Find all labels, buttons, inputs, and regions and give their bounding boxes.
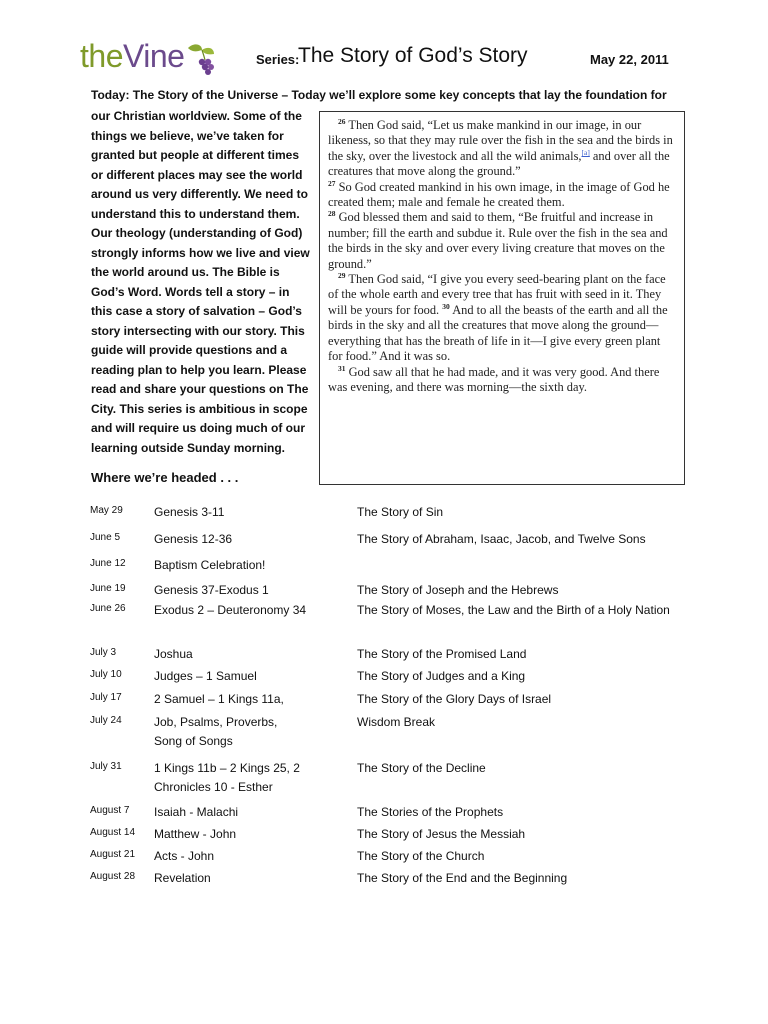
verse-text: and over all the creatures that move along the ground.”: [328, 148, 670, 179]
intro-first-line: Today: The Story of the Universe – Today we’ll explore some key concepts that lay the foundation for: [91, 88, 667, 102]
schedule-story: The Story of Moses, the Law and the Birth of a Holy Nation: [357, 603, 670, 617]
schedule-story: The Story of the Decline: [357, 761, 486, 775]
schedule-story: The Story of the Promised Land: [357, 647, 527, 661]
schedule-story: Wisdom Break: [357, 715, 436, 729]
schedule-date: August 28: [90, 871, 136, 882]
document-date: May 22, 2011: [590, 52, 669, 67]
schedule-book: Genesis 3-11: [154, 505, 225, 519]
schedule-date: August 21: [90, 849, 136, 860]
schedule-story: The Stories of the Prophets: [357, 805, 504, 819]
verse-number: 28: [328, 209, 336, 219]
intro-body: our Christian worldview. Some of the things we believe, we’ve taken for granted but people at different times or different places may see the world around us very differently. We need to understand this to understand them. Our theology (understanding of God) strongly informs how we live and view the world around us. The Bible is God’s Word. Words tell a story – in this case a story of salvation – God’s story intersecting with our story. This guide will provide questions and a reading plan to help you learn. Please read and share your questions on The City. This series is ambitious in scope and will require us doing much of our learning outside Sunday morning.: [91, 109, 310, 455]
schedule-story: The Story of Judges and a King: [357, 669, 526, 683]
schedule-date: July 31: [90, 761, 122, 772]
schedule-story: The Story of Abraham, Isaac, Jacob, and Twelve Sons: [357, 532, 646, 546]
schedule-book: Matthew - John: [154, 827, 237, 841]
schedule-date: May 29: [90, 505, 123, 516]
verse-26: [328, 118, 676, 180]
schedule-book: Isaiah - Malachi: [154, 805, 239, 819]
schedule-book: Revelation: [154, 871, 211, 885]
logo: [80, 36, 222, 84]
verse-29: [328, 272, 676, 364]
schedule-book: 2 Samuel – 1 Kings 11a,: [154, 692, 284, 706]
verse-number: 27: [328, 178, 336, 188]
verse-31: [328, 365, 676, 396]
scripture-box: [319, 111, 685, 485]
schedule-date: June 5: [90, 532, 121, 543]
schedule-story: The Story of the Church: [357, 849, 485, 863]
schedule-date: July 3: [90, 647, 117, 658]
schedule-date: August 7: [90, 805, 130, 816]
schedule-heading: Where we’re headed . . .: [91, 470, 239, 485]
verse-text: God blessed them and said to them, “Be fruitful and increase in number; fill the earth and subdue it. Rule over the fish in the sea and the birds in the sky and over every living creature that moves on the ground.”: [328, 210, 668, 271]
verse-text: So God created mankind in his own image, in the image of God he created them; male and female he created them.: [328, 179, 670, 210]
schedule-date: June 12: [90, 558, 126, 569]
schedule-book: Genesis 37-Exodus 1: [154, 583, 269, 597]
schedule-date: August 14: [90, 827, 136, 838]
verse-number: 31: [338, 363, 346, 373]
schedule-story: The Story of Sin: [357, 505, 444, 519]
schedule-date: July 24: [90, 715, 122, 726]
verse-text: And to all the beasts of the earth and all the birds in the sky and all the creatures that move along the ground—everything that has the breath of life in it—I give every green plant for food.” And it was so.: [328, 302, 668, 364]
logo-text: theVine: [80, 38, 185, 74]
verse-text: God saw all that he had made, and it was very good. And there was evening, and there was morning—the sixth day.: [328, 364, 660, 394]
verse-number: 26: [338, 116, 346, 126]
footnote-link[interactable]: [a]: [581, 147, 590, 157]
schedule-book: Exodus 2 – Deuteronomy 34: [154, 603, 307, 617]
schedule-book: Joshua: [154, 647, 193, 661]
verse-27: [328, 180, 676, 211]
schedule-date: July 10: [90, 669, 122, 680]
verse-number: 30: [442, 301, 450, 311]
schedule-story: The Story of Joseph and the Hebrews: [357, 583, 559, 597]
schedule-date: June 26: [90, 603, 126, 614]
grape-leaf-icon: [180, 40, 222, 80]
schedule-story: The Story of Jesus the Messiah: [357, 827, 526, 841]
schedule-story: The Story of the End and the Beginning: [357, 871, 568, 885]
series-label: Series:: [256, 52, 300, 67]
series-title: The Story of God’s Story: [298, 44, 528, 67]
schedule-book: Genesis 12-36: [154, 532, 233, 546]
schedule-book: Job, Psalms, Proverbs, Song of Songs: [154, 715, 278, 748]
schedule-story: The Story of the Glory Days of Israel: [357, 692, 552, 706]
verse-number: 29: [338, 270, 346, 280]
verse-text: Then God said, “I give you every seed-bearing plant on the face of the whole earth and every tree that has fruit with seed in it. They will be yours for food.: [328, 272, 666, 317]
schedule-book: Acts - John: [154, 849, 215, 863]
schedule-date: June 19: [90, 583, 126, 594]
schedule-book: 1 Kings 11b – 2 Kings 25, 2 Chronicles 10 - Esther: [154, 761, 300, 794]
schedule-book: Judges – 1 Samuel: [154, 669, 257, 683]
schedule-book: Baptism Celebration!: [154, 558, 266, 572]
verse-28: [328, 210, 676, 272]
verse-text: Then God said, “Let us make mankind in our image, in our likeness, so that they may rule over the fish in the sea and the birds in the sky, over the livestock and all the wild animals,: [328, 118, 673, 163]
schedule-date: July 17: [90, 692, 122, 703]
